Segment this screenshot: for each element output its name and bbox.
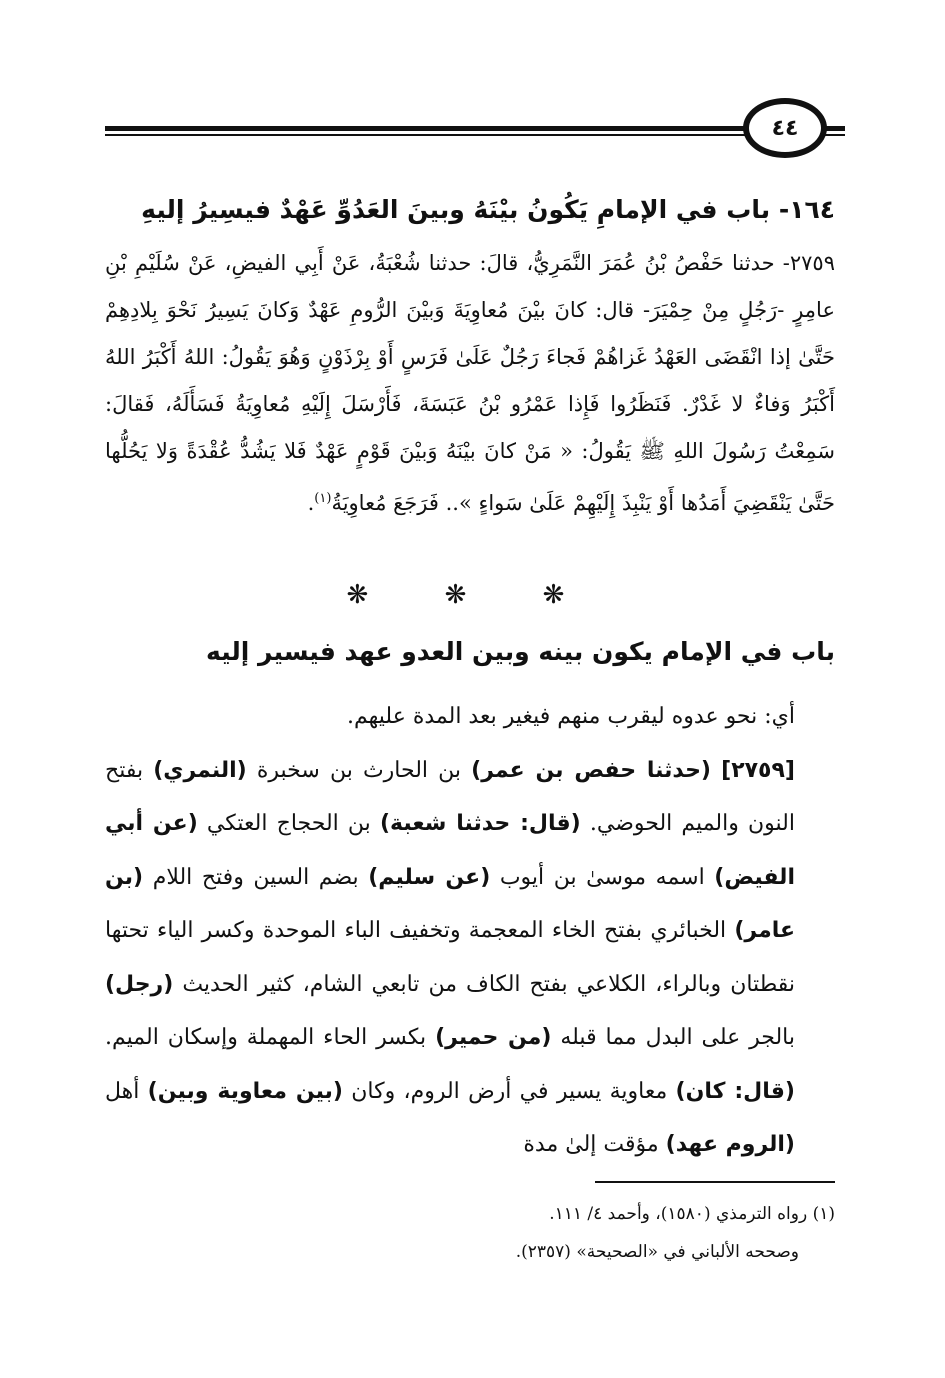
page-header — [105, 98, 845, 160]
chapter-title: ١٦٤- باب في الإمامِ يَكُونُ بيْنَهُ وبينَ العَدُوِّ عَهْدٌ فيسِيرُ إليهِ — [141, 195, 835, 224]
commentary-title: باب في الإمام يكون بينه وبين العدو عهد فيسير إليه — [206, 637, 835, 666]
footnote-1-continued: وصححه الألباني في «الصحيحة» (٢٣٥٧). — [515, 1242, 799, 1262]
footnote-marker: (١) — [314, 491, 332, 506]
footnotes — [105, 1195, 835, 1271]
commentary-paragraph: [٢٧٥٩] (حدثنا حفص بن عمر) بن الحارث بن سخبرة (النمري) بفتح النون والميم الحوضي. (قال: حدثنا شعبة) بن الحجاج العتكي (عن أبي الفيض) اسمه موسىٰ بن أيوب (عن سليم) بضم السين وفتح اللام (بن عامر) الخبائري بفتح الخاء المعجمة وتخفيف الباء الموحدة وكسر الياء تحتها نقطتان وبالراء، الكلاعي بفتح الكاف من تابعي الشام، كثير الحديث (رجل) بالجر على البدل مما قبله (من حمير) بكسر الحاء المهملة وإسكان الميم. (قال: كان) معاوية يسير في أرض الروم، وكان (بين معاوية وبين) أهل (الروم عهد) مؤقت إلىٰ مدة — [105, 757, 795, 1157]
commentary-body — [105, 690, 835, 1172]
header-rule-thick — [105, 126, 845, 131]
footnote-rule — [595, 1181, 835, 1183]
hadith-body: ٢٧٥٩- حدثنا حَفْصُ بْنُ عُمَرَ النَّمَرِيُّ، قالَ: حدثنا شُعْبَةُ، عَنْ أَبِي الفيضِ، عَنْ سُلَيْمِ بْنِ عامِرٍ -رَجُلٍ مِنْ حِمْيَرَ- قال: كانَ بيْنَ مُعاوِيَةَ وَبيْنَ الرُّومِ عَهْدٌ وَكانَ يَسِيرُ نَحْوَ بِلادِهِمْ حَتَّىٰ إذا انْقَضَى العَهْدُ غَزاهُمْ فَجاءَ رَجُلٌ عَلَىٰ فَرَسٍ أَوْ بِرْذَوْنٍ وَهُوَ يَقُولُ: اللهُ أَكْبَرُ اللهُ أَكْبَرُ وَفاءٌ لا غَدْرٌ. فَنَظَرُوا فَإِذا عَمْرُو بْنُ عَبَسَةَ، فَأَرْسَلَ إِلَيْهِ مُعاوِيَةُ فَسَأَلَهُ، فَقالَ: سَمِعْتُ رَسُولَ اللهِ ﷺ يَقُولُ: « مَنْ كانَ بيْنَهُ وَبيْنَ قَوْمٍ عَهْدٌ فَلا يَشُدُّ عُقْدَةً وَلا يَحُلُّها حَتَّىٰ يَنْقَضِيَ أَمَدُها أَوْ يَنْبِذَ إِلَيْهِمْ عَلَىٰ سَواءٍ ».. فَرَجَعَ مُعاوِيَةُ — [105, 251, 835, 515]
footnote-1: (١) رواه الترمذي (١٥٨٠)، وأحمد ٤/ ١١١. — [549, 1204, 835, 1224]
page-number: ٤٤ — [743, 98, 827, 158]
hadith-text: ٢٧٥٩- حدثنا حَفْصُ بْنُ عُمَرَ النَّمَرِيُّ، قالَ: حدثنا شُعْبَةُ، عَنْ أَبِي الفيضِ، عَنْ سُلَيْمِ بْنِ عامِرٍ -رَجُلٍ مِنْ حِمْيَرَ- قال: كانَ بيْنَ مُعاوِيَةَ وَبيْنَ الرُّومِ عَهْدٌ وَكانَ يَسِيرُ نَحْوَ بِلادِهِمْ حَتَّىٰ إذا انْقَضَى العَهْدُ غَزاهُمْ فَجاءَ رَجُلٌ عَلَىٰ فَرَسٍ أَوْ بِرْذَوْنٍ وَهُوَ يَقُولُ: اللهُ أَكْبَرُ اللهُ أَكْبَرُ وَفاءٌ لا غَدْرٌ. فَنَظَرُوا فَإِذا عَمْرُو بْنُ عَبَسَةَ، فَأَرْسَلَ إِلَيْهِ مُعاوِيَةُ فَسَأَلَهُ، فَقالَ: سَمِعْتُ رَسُولَ اللهِ ﷺ يَقُولُ: « مَنْ كانَ بيْنَهُ وَبيْنَ قَوْمٍ عَهْدٌ فَلا يَشُدُّ عُقْدَةً وَلا يَحُلُّها حَتَّىٰ يَنْقَضِيَ أَمَدُها أَوْ يَنْبِذَ إِلَيْهِمْ عَلَىٰ سَواءٍ ».. فَرَجَعَ مُعاوِيَةُ$^{(١)}$. — [105, 251, 835, 515]
header-rule-thin — [105, 134, 845, 136]
commentary-intro: أي: نحو عدوه ليقرب منهم فيغير بعد المدة عليهم. — [347, 704, 795, 729]
section-separator: ❋ ❋ ❋ — [346, 580, 599, 610]
